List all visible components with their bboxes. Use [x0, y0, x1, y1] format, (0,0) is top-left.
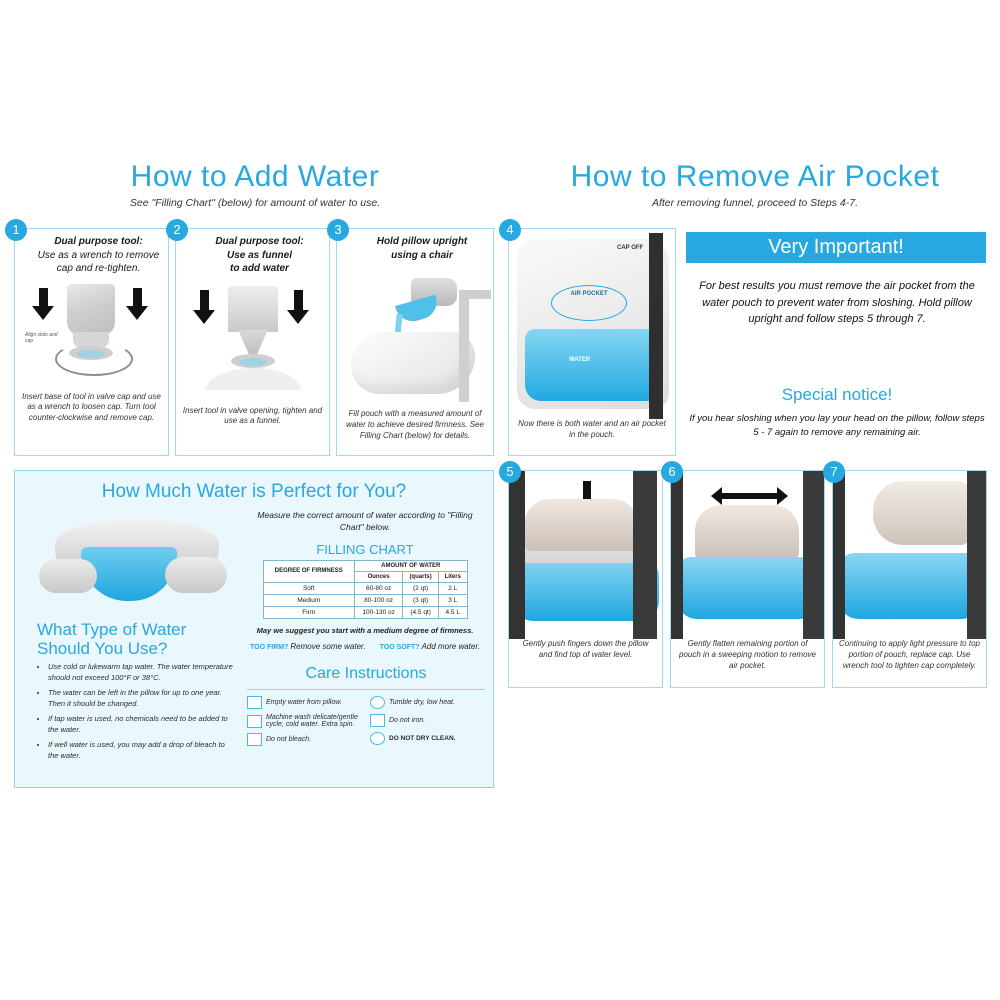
how-much-water-box [14, 470, 494, 788]
step-7-panel [830, 464, 987, 688]
row-medium-liters: 3 L [439, 594, 468, 606]
machine-wash-icon [247, 715, 262, 728]
row-firm-firmness: Firm [263, 606, 355, 618]
row-medium-firmness: Medium [263, 594, 355, 606]
step-1-title-line2: Use as a wrench to remove [37, 249, 160, 261]
step-4-illustration [509, 233, 675, 419]
right-section-header [520, 160, 990, 209]
step-5-illustration [509, 471, 662, 639]
step-6-caption: Gently flatten remaining portion of pouch in a sweeping motion to remove air pocket. [679, 639, 816, 670]
list-item: • If well water is used, you may add a drop of bleach to the water. [48, 740, 233, 762]
chart-subheader-ounces: Ounces [355, 571, 403, 582]
row-firm-ounces: 100-130 oz [355, 606, 403, 618]
step-7-caption: Continuing to apply light pressure to top portion of pouch, replace cap. Use wrench tool to tighten cap completely. [839, 639, 980, 670]
step-1-number: 1 [5, 219, 27, 241]
very-important-banner: Very Important! [686, 232, 986, 263]
filling-chart-table [263, 560, 468, 619]
step-6-illustration [671, 471, 824, 639]
care-item-label: Do not iron. [389, 717, 426, 724]
care-item [247, 733, 362, 746]
care-item-label: Tumble dry, low heat. [389, 699, 455, 706]
step-2-panel [173, 222, 330, 456]
water-box-title: How Much Water is Perfect for You? [101, 481, 407, 502]
step-1-illustration [15, 276, 168, 388]
too-soft-text: Add more water. [421, 641, 480, 651]
step-5-caption: Gently push fingers down the pillow and find top of water level. [522, 639, 649, 659]
tumble-dry-icon [370, 696, 385, 709]
suggest-note: May we suggest you start with a medium degree of firmness. [256, 625, 474, 635]
step-4-label-cap: CAP OFF [617, 245, 644, 251]
step-4-label-water: WATER [569, 357, 591, 363]
care-item-label: Do not bleach. [266, 736, 312, 743]
step-1-caption: Insert base of tool in valve cap and use as a wrench to loosen cap. Turn tool counter-clockwise and remove cap. [22, 391, 161, 423]
too-soft-label: TOO SOFT? [379, 643, 420, 651]
row-medium-quarts: (3 qt) [403, 594, 439, 606]
care-item [370, 732, 485, 745]
step-5-panel [506, 464, 663, 688]
no-dry-clean-icon [370, 732, 385, 745]
very-important-body: For best results you must remove the air pocket from the water pouch to prevent water from sloshing. Hold pillow upright and follow steps 5 through 7. [699, 280, 975, 325]
too-firm-label: TOO FIRM? [250, 643, 289, 651]
step-2-title-line1: Dual purpose tool: [215, 236, 304, 247]
care-item [247, 696, 362, 709]
step-3-title-line1: Hold pillow upright [376, 236, 468, 247]
row-soft-ounces: 60-80 oz [355, 582, 403, 594]
list-item: • Use cold or lukewarm tap water. The water temperature should not exceed 100°F or 38°C. [48, 662, 233, 684]
step-3-number: 3 [327, 219, 349, 241]
water-type-title-line1: What Type of Water [37, 620, 187, 639]
chart-subheader-quarts: (quarts) [403, 571, 439, 582]
care-item-label: Machine wash delicate/gentle cycle, cold water. Extra spin. [266, 714, 358, 728]
water-type-bullets [37, 662, 233, 761]
step-3-caption: Fill pouch with a measured amount of water to achieve desired firmness. See Filling Chart (below) for details. [346, 409, 484, 440]
row-firm-quarts: (4.5 qt) [403, 606, 439, 618]
step-6-number: 6 [661, 461, 683, 483]
step-3-title-line2: using a chair [391, 249, 453, 261]
right-subtitle: After removing funnel, proceed to Steps 4-7. [651, 197, 859, 209]
water-type-title [37, 621, 233, 658]
step-2-title-line2: Use as funnel [226, 249, 293, 261]
step-4-label-air: AIR POCKET [570, 291, 608, 297]
no-iron-icon [370, 714, 385, 727]
step-2-title-line3: to add water [230, 263, 289, 274]
row-soft-quarts: (2 qt) [403, 582, 439, 594]
step-4-caption: Now there is both water and an air pocket in the pouch. [518, 419, 666, 439]
care-item-label: DO NOT DRY CLEAN. [389, 735, 456, 742]
care-item [370, 714, 485, 727]
step-7-number: 7 [823, 461, 845, 483]
chart-subheader-liters: Liters [439, 571, 468, 582]
special-notice-title: Special notice! [781, 385, 893, 404]
table-row [263, 606, 467, 618]
step-1-art-label: Align slots and cap [25, 331, 58, 344]
left-subtitle: See "Filling Chart" (below) for amount of water to use. [129, 197, 381, 209]
step-5-number: 5 [499, 461, 521, 483]
step-1-title-line1: Dual purpose tool: [54, 236, 143, 247]
step-3-panel [334, 222, 494, 456]
step-2-caption: Insert tool in valve opening, tighten and use as a funnel. [182, 405, 323, 426]
special-notice-body: If you hear sloshing when you lay your head on the pillow, follow steps 5 - 7 again to remove any remaining air. [689, 413, 985, 439]
left-section-header [20, 160, 490, 209]
chart-header-amount: AMOUNT OF WATER [355, 560, 468, 571]
row-soft-firmness: Soft [263, 582, 355, 594]
step-2-illustration [176, 276, 329, 396]
step-4-number: 4 [499, 219, 521, 241]
too-firm-text: Remove some water. [290, 641, 366, 651]
step-2-number: 2 [166, 219, 188, 241]
row-soft-liters: 2 L [439, 582, 468, 594]
step-6-panel [668, 464, 825, 688]
care-item [247, 714, 362, 728]
care-item-label: Empty water from pillow. [266, 699, 342, 706]
page-title-left: How to Add Water [130, 160, 380, 193]
table-row [263, 594, 467, 606]
empty-water-icon [247, 696, 262, 709]
step-1-title-line4: cap and re-tighten. [56, 263, 141, 274]
step-3-illustration [337, 262, 493, 407]
no-bleach-icon [247, 733, 262, 746]
table-row [263, 582, 467, 594]
chart-header-firmness: DEGREE OF FIRMNESS [263, 560, 355, 582]
care-item [370, 696, 485, 709]
step-7-illustration [833, 471, 986, 639]
page-title-right: How to Remove Air Pocket [570, 160, 940, 193]
measuring-illustration [37, 513, 237, 613]
row-medium-ounces: 80-100 oz [355, 594, 403, 606]
row-firm-liters: 4.5 L [439, 606, 468, 618]
list-item: • The water can be left in the pillow for up to one year. Then it should be changed. [48, 688, 233, 710]
water-type-title-line2: Should You Use? [37, 638, 168, 658]
filling-chart-title: FILLING CHART [316, 541, 414, 557]
care-instructions-title: Care Instructions [305, 665, 427, 682]
step-1-panel [12, 222, 169, 456]
list-item: • If tap water is used, no chemicals need to be added to the water. [48, 714, 233, 736]
measure-note: Measure the correct amount of water according to "Filling Chart" below. [257, 510, 473, 533]
step-4-panel [506, 222, 676, 456]
